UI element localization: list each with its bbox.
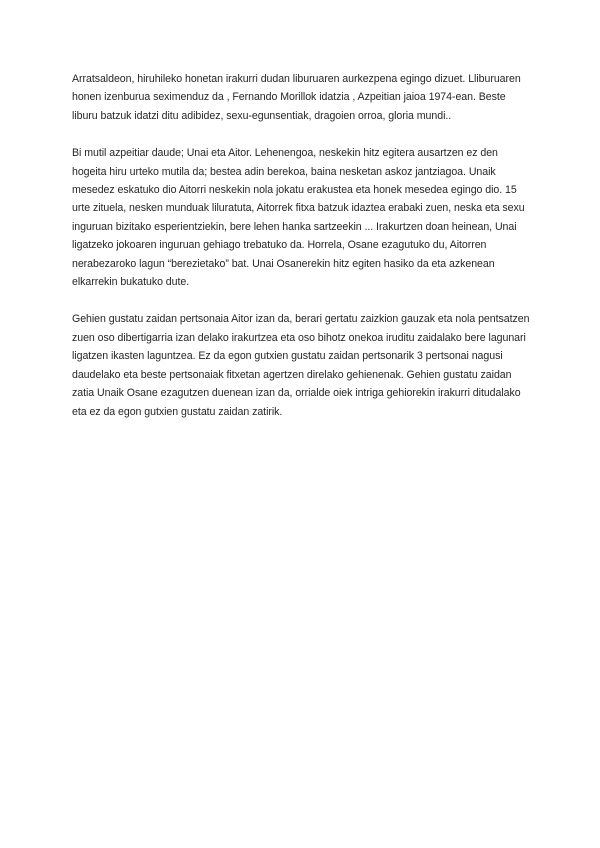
document-body [72, 70, 532, 440]
paragraph-summary: Bi mutil azpeitiar daude; Unai eta Aitor. Lehenengoa, neskekin hitz egitera ausartzen ez den hogeita hiru urteko mutila da; bestea adin berekoa, baina nesketan askoz jantziagoa. Unaik mesedez eskatuko dio Aitorri neskekin nola jokatu erakustea eta honek mesedea egingo dio. 15 urte zituela, nesken munduak liluratuta, Aitorrek fitxa batzuk idaztea erabaki zuen, neska eta sexu inguruan bizitako esperientziekin, bere lehen hanka sartzeekin ... Irakurtzen doan heinean, Unai ligatzeko jokoaren inguruan gehiago trebatuko da. Horrela, Osane ezagutuko du, Aitorren nerabezaroko lagun “berezietako” bat. Unai Osanerekin hitz egiten hasiko da eta azkenean elkarrekin bukatuko dute. [72, 147, 525, 289]
paragraph-opinion: Gehien gustatu zaidan pertsonaia Aitor izan da, berari gertatu zaizkion gauzak eta nola pentsatzen zuen oso dibertigarria izan delako irakurtzea eta oso bihotz onekoa iruditu zaidalako bere lagunari ligatzen ikasten laguntzea. Ez da egon gutxien gustatu zaidan pertsonarik 3 pertsonai nagusi daudelako eta beste pertsonaiak fitxetan agertzen direlako gehienenak. Gehien gustatu zaidan zatia Unaik Osane ezagutzen duenean izan da, orrialde oiek intriga gehiorekin irakurri ditudalako eta ez da egon gutxien gustatu zaidan zatirik. [72, 313, 530, 418]
paragraph-introduction: Arratsaldeon, hiruhileko honetan irakurri dudan liburuaren aurkezpena egingo dizuet. Lliburuaren honen izenburua seximenduz da , Fernando Morillok idatzia , Azpeitian jaioa 1974-ean. Beste liburu batzuk idatzi ditu adibidez, sexu-egunsentiak, dragoien orroa, gloria mundi.. [72, 73, 521, 122]
